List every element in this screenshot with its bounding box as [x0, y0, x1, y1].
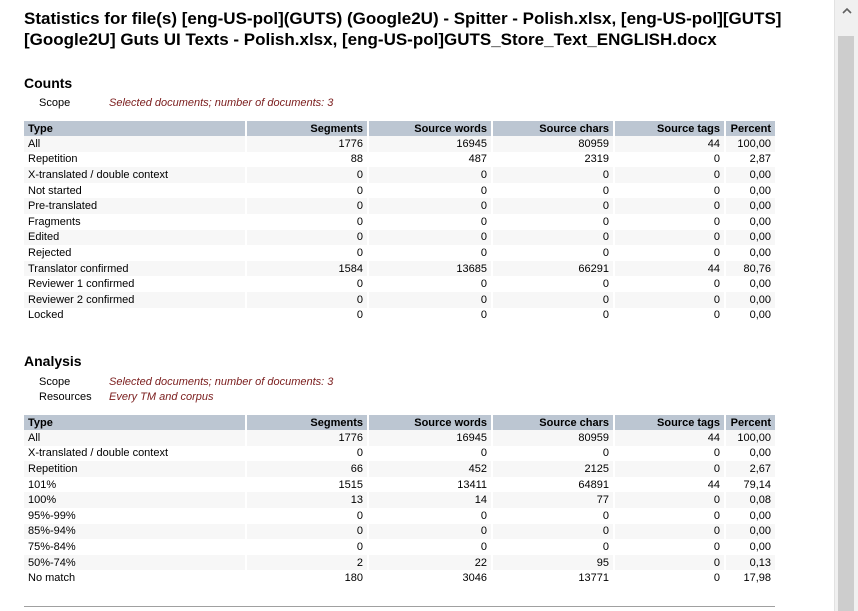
cell-type: X-translated / double context [24, 167, 246, 183]
counts-table [24, 121, 775, 323]
cell-source-tags: 0 [614, 245, 725, 261]
cell-type: Edited [24, 230, 246, 246]
cell-segments: 1515 [246, 477, 368, 493]
cell-source-chars: 0 [492, 508, 614, 524]
counts-scope [39, 97, 333, 109]
cell-source-tags: 44 [614, 430, 725, 446]
cell-type: All [24, 430, 246, 446]
cell-type: X-translated / double context [24, 446, 246, 462]
table-row [24, 555, 775, 571]
table-row [24, 308, 775, 324]
analysis-resources-label: Resources [39, 391, 92, 403]
cell-source-chars: 0 [492, 539, 614, 555]
cell-type: Not started [24, 183, 246, 199]
cell-segments: 180 [246, 570, 368, 586]
column-header-source-chars: Source chars [492, 415, 614, 430]
cell-percent: 0,00 [725, 183, 775, 199]
cell-source-words: 3046 [368, 570, 492, 586]
counts-scope-value: Selected documents; number of documents: 3 [109, 97, 334, 109]
cell-segments: 0 [246, 308, 368, 324]
cell-percent: 79,14 [725, 477, 775, 493]
cell-source-words: 0 [368, 214, 492, 230]
cell-source-chars: 0 [492, 198, 614, 214]
cell-source-words: 0 [368, 446, 492, 462]
cell-source-chars: 64891 [492, 477, 614, 493]
column-header-source-tags: Source tags [614, 121, 725, 136]
cell-percent: 0,00 [725, 508, 775, 524]
cell-source-tags: 44 [614, 477, 725, 493]
cell-type: Reviewer 1 confirmed [24, 276, 246, 292]
column-header-type: Type [24, 121, 246, 136]
cell-source-chars: 77 [492, 492, 614, 508]
cell-type: Rejected [24, 245, 246, 261]
cell-source-chars: 0 [492, 308, 614, 324]
cell-segments: 0 [246, 167, 368, 183]
cell-source-words: 14 [368, 492, 492, 508]
cell-segments: 0 [246, 230, 368, 246]
cell-source-chars: 80959 [492, 430, 614, 446]
column-header-source-words: Source words [368, 415, 492, 430]
cell-percent: 0,08 [725, 492, 775, 508]
cell-type: 50%-74% [24, 555, 246, 571]
cell-percent: 0,00 [725, 167, 775, 183]
cell-segments: 0 [246, 198, 368, 214]
cell-source-chars: 95 [492, 555, 614, 571]
cell-source-tags: 0 [614, 167, 725, 183]
cell-source-chars: 80959 [492, 136, 614, 152]
column-header-type: Type [24, 415, 246, 430]
cell-segments: 0 [246, 245, 368, 261]
cell-segments: 66 [246, 461, 368, 477]
cell-segments: 0 [246, 214, 368, 230]
analysis-scope [39, 376, 333, 388]
counts-scope-label: Scope [39, 97, 71, 109]
cell-source-words: 16945 [368, 430, 492, 446]
cell-segments: 0 [246, 539, 368, 555]
analysis-resources-value: Every TM and corpus [109, 391, 214, 403]
cell-source-words: 0 [368, 539, 492, 555]
cell-type: No match [24, 570, 246, 586]
cell-type: Repetition [24, 152, 246, 168]
cell-type: All [24, 136, 246, 152]
cell-segments: 2 [246, 555, 368, 571]
cell-percent: 0,00 [725, 524, 775, 540]
cell-source-tags: 44 [614, 136, 725, 152]
cell-source-words: 16945 [368, 136, 492, 152]
analysis-scope-label: Scope [39, 376, 71, 388]
analysis-heading: Analysis [24, 353, 82, 369]
cell-source-tags: 0 [614, 570, 725, 586]
cell-segments: 0 [246, 524, 368, 540]
table-row [24, 539, 775, 555]
column-header-source-tags: Source tags [614, 415, 725, 430]
table-row [24, 136, 775, 152]
cell-percent: 17,98 [725, 570, 775, 586]
cell-source-tags: 0 [614, 198, 725, 214]
cell-source-words: 0 [368, 245, 492, 261]
analysis-header-row [24, 415, 775, 430]
cell-source-tags: 0 [614, 276, 725, 292]
cell-source-words: 13685 [368, 261, 492, 277]
column-header-percent: Percent [725, 121, 775, 136]
cell-type: 85%-94% [24, 524, 246, 540]
column-header-percent: Percent [725, 415, 775, 430]
cell-source-words: 0 [368, 524, 492, 540]
cell-source-words: 452 [368, 461, 492, 477]
cell-percent: 100,00 [725, 136, 775, 152]
cell-source-words: 0 [368, 183, 492, 199]
cell-source-chars: 0 [492, 276, 614, 292]
cell-segments: 1584 [246, 261, 368, 277]
cell-source-chars: 2319 [492, 152, 614, 168]
table-row [24, 492, 775, 508]
column-header-source-chars: Source chars [492, 121, 614, 136]
cell-type: Fragments [24, 214, 246, 230]
cell-source-chars: 0 [492, 292, 614, 308]
cell-source-chars: 66291 [492, 261, 614, 277]
table-row [24, 446, 775, 462]
cell-source-chars: 0 [492, 446, 614, 462]
table-row [24, 276, 775, 292]
cell-type: Pre-translated [24, 198, 246, 214]
cell-source-tags: 0 [614, 152, 725, 168]
chevron-up-icon [842, 7, 852, 14]
cell-source-words: 0 [368, 167, 492, 183]
cell-type: Repetition [24, 461, 246, 477]
analysis-resources [39, 391, 214, 403]
cell-source-tags: 0 [614, 214, 725, 230]
table-row [24, 292, 775, 308]
cell-percent: 0,00 [725, 230, 775, 246]
cell-source-words: 0 [368, 198, 492, 214]
table-row [24, 508, 775, 524]
cell-type: 95%-99% [24, 508, 246, 524]
cell-source-tags: 0 [614, 539, 725, 555]
table-row [24, 152, 775, 168]
vertical-scrollbar[interactable] [834, 0, 858, 611]
cell-percent: 2,67 [725, 461, 775, 477]
table-row [24, 524, 775, 540]
column-header-source-words: Source words [368, 121, 492, 136]
cell-source-words: 0 [368, 508, 492, 524]
cell-source-tags: 0 [614, 508, 725, 524]
cell-percent: 0,00 [725, 539, 775, 555]
cell-source-chars: 2125 [492, 461, 614, 477]
cell-percent: 100,00 [725, 430, 775, 446]
counts-heading: Counts [24, 75, 73, 91]
analysis-scope-value: Selected documents; number of documents: 3 [109, 376, 334, 388]
cell-source-tags: 0 [614, 183, 725, 199]
cell-percent: 2,87 [725, 152, 775, 168]
analysis-table [24, 415, 775, 586]
cell-source-tags: 0 [614, 492, 725, 508]
cell-type: Reviewer 2 confirmed [24, 292, 246, 308]
table-row [24, 214, 775, 230]
cell-segments: 1776 [246, 136, 368, 152]
table-row [24, 230, 775, 246]
table-row [24, 430, 775, 446]
cell-source-tags: 0 [614, 308, 725, 324]
cell-type: Translator confirmed [24, 261, 246, 277]
cell-source-chars: 0 [492, 214, 614, 230]
page-title: Statistics for file(s) [eng-US-pol](GUTS) (Google2U) - Spitter - Polish.xlsx, [eng-US-pol][GUTS] [Google2U] Guts UI Texts - Polish.xlsx, [eng-US-pol]GUTS_Store_Text_ENGLISH.docx [24, 9, 782, 49]
cell-source-chars: 0 [492, 183, 614, 199]
cell-source-words: 487 [368, 152, 492, 168]
cell-segments: 0 [246, 508, 368, 524]
scroll-up-button[interactable] [835, 0, 858, 20]
cell-source-chars: 0 [492, 167, 614, 183]
cell-percent: 80,76 [725, 261, 775, 277]
section-divider [24, 606, 775, 607]
table-row [24, 183, 775, 199]
cell-source-words: 0 [368, 230, 492, 246]
cell-type: 100% [24, 492, 246, 508]
cell-segments: 0 [246, 292, 368, 308]
cell-source-tags: 0 [614, 524, 725, 540]
cell-type: Locked [24, 308, 246, 324]
cell-type: 75%-84% [24, 539, 246, 555]
column-header-segments: Segments [246, 415, 368, 430]
table-row [24, 461, 775, 477]
cell-percent: 0,00 [725, 308, 775, 324]
cell-source-words: 0 [368, 276, 492, 292]
cell-source-tags: 44 [614, 261, 725, 277]
cell-source-words: 0 [368, 308, 492, 324]
cell-percent: 0,13 [725, 555, 775, 571]
cell-percent: 0,00 [725, 198, 775, 214]
cell-segments: 13 [246, 492, 368, 508]
table-row [24, 245, 775, 261]
cell-segments: 1776 [246, 430, 368, 446]
table-row [24, 477, 775, 493]
cell-percent: 0,00 [725, 276, 775, 292]
cell-source-tags: 0 [614, 292, 725, 308]
cell-type: 101% [24, 477, 246, 493]
cell-segments: 88 [246, 152, 368, 168]
cell-source-words: 22 [368, 555, 492, 571]
cell-source-chars: 13771 [492, 570, 614, 586]
column-header-segments: Segments [246, 121, 368, 136]
cell-percent: 0,00 [725, 245, 775, 261]
cell-source-chars: 0 [492, 230, 614, 246]
scroll-thumb[interactable] [838, 36, 854, 611]
cell-source-chars: 0 [492, 524, 614, 540]
cell-source-chars: 0 [492, 245, 614, 261]
cell-source-tags: 0 [614, 446, 725, 462]
table-row [24, 261, 775, 277]
table-row [24, 570, 775, 586]
cell-segments: 0 [246, 446, 368, 462]
cell-segments: 0 [246, 183, 368, 199]
cell-percent: 0,00 [725, 214, 775, 230]
cell-source-tags: 0 [614, 461, 725, 477]
cell-percent: 0,00 [725, 446, 775, 462]
cell-source-tags: 0 [614, 230, 725, 246]
cell-segments: 0 [246, 276, 368, 292]
table-row [24, 167, 775, 183]
cell-source-tags: 0 [614, 555, 725, 571]
cell-percent: 0,00 [725, 292, 775, 308]
cell-source-words: 13411 [368, 477, 492, 493]
cell-source-words: 0 [368, 292, 492, 308]
counts-header-row [24, 121, 775, 136]
table-row [24, 198, 775, 214]
